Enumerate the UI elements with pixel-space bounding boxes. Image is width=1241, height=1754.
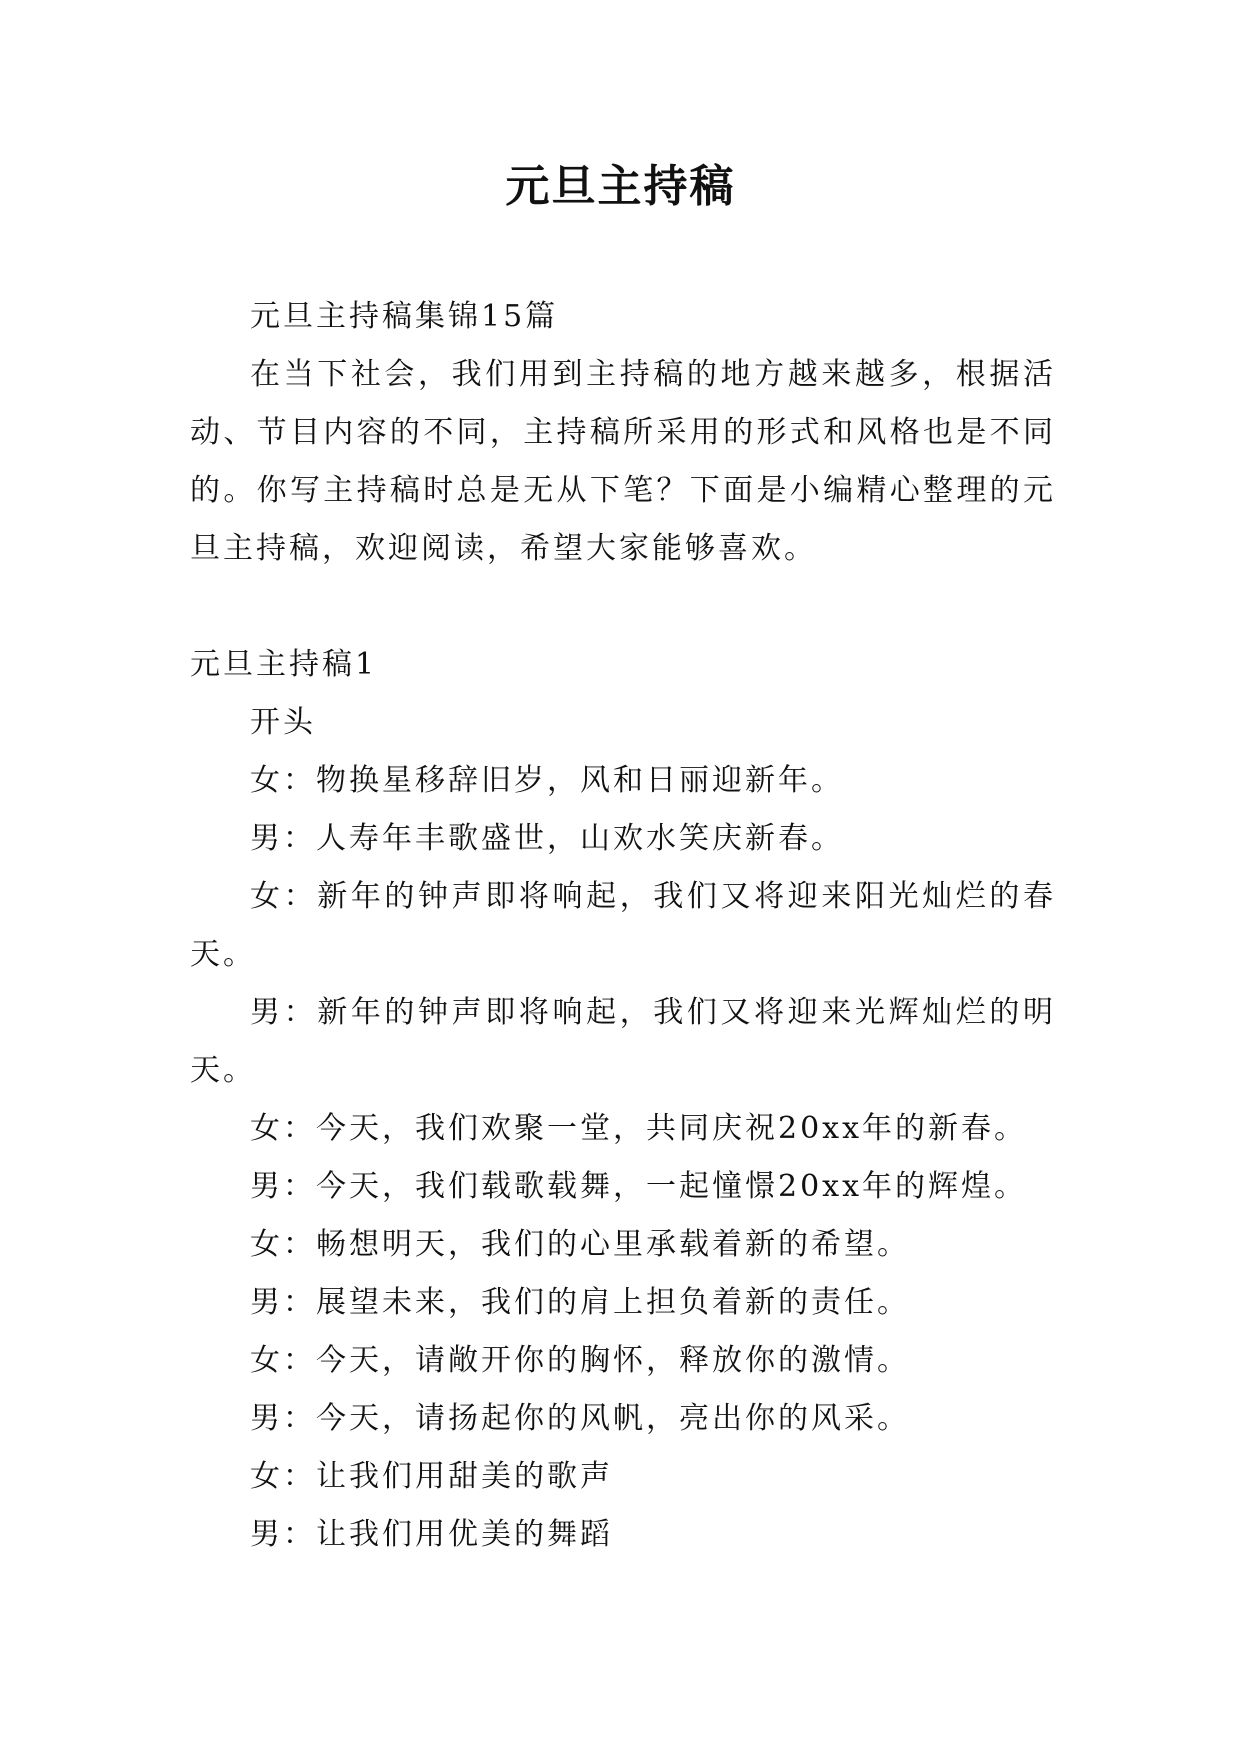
dialogue-line: 女：新年的钟声即将响起，我们又将迎来阳光灿烂的春天。 (190, 879, 1056, 972)
subtitle-paragraph: 元旦主持稿集锦15篇 (250, 299, 559, 334)
section-subheading: 开头 (250, 705, 316, 740)
section-heading: 元旦主持稿1 (190, 647, 378, 682)
dialogue-line: 女：让我们用甜美的歌声 (250, 1459, 613, 1494)
dialogue-line: 男：让我们用优美的舞蹈 (250, 1517, 613, 1552)
dialogue-line: 男：今天，我们载歌载舞，一起憧憬20xx年的辉煌。 (250, 1169, 1028, 1204)
document-body (190, 288, 1056, 1564)
dialogue-line: 男：人寿年丰歌盛世，山欢水笑庆新春。 (250, 821, 844, 856)
dialogue-line: 男：新年的钟声即将响起，我们又将迎来光辉灿烂的明天。 (190, 995, 1056, 1088)
intro-paragraph: 在当下社会，我们用到主持稿的地方越来越多，根据活动、节目内容的不同，主持稿所采用的形式和风格也是不同的。你写主持稿时总是无从下笔？下面是小编精心整理的元旦主持稿，欢迎阅读，希望大家能够喜欢。 (190, 357, 1056, 566)
dialogue-line: 女：今天，请敞开你的胸怀，释放你的激情。 (250, 1343, 910, 1378)
dialogue-line: 女：今天，我们欢聚一堂，共同庆祝20xx年的新春。 (250, 1111, 1028, 1146)
dialogue-line: 男：今天，请扬起你的风帆，亮出你的风采。 (250, 1401, 910, 1436)
dialogue-line: 女：物换星移辞旧岁，风和日丽迎新年。 (250, 763, 844, 798)
dialogue-line: 男：展望未来，我们的肩上担负着新的责任。 (250, 1285, 910, 1320)
document-title: 元旦主持稿 (505, 161, 736, 212)
dialogue-line: 女：畅想明天，我们的心里承载着新的希望。 (250, 1227, 910, 1262)
